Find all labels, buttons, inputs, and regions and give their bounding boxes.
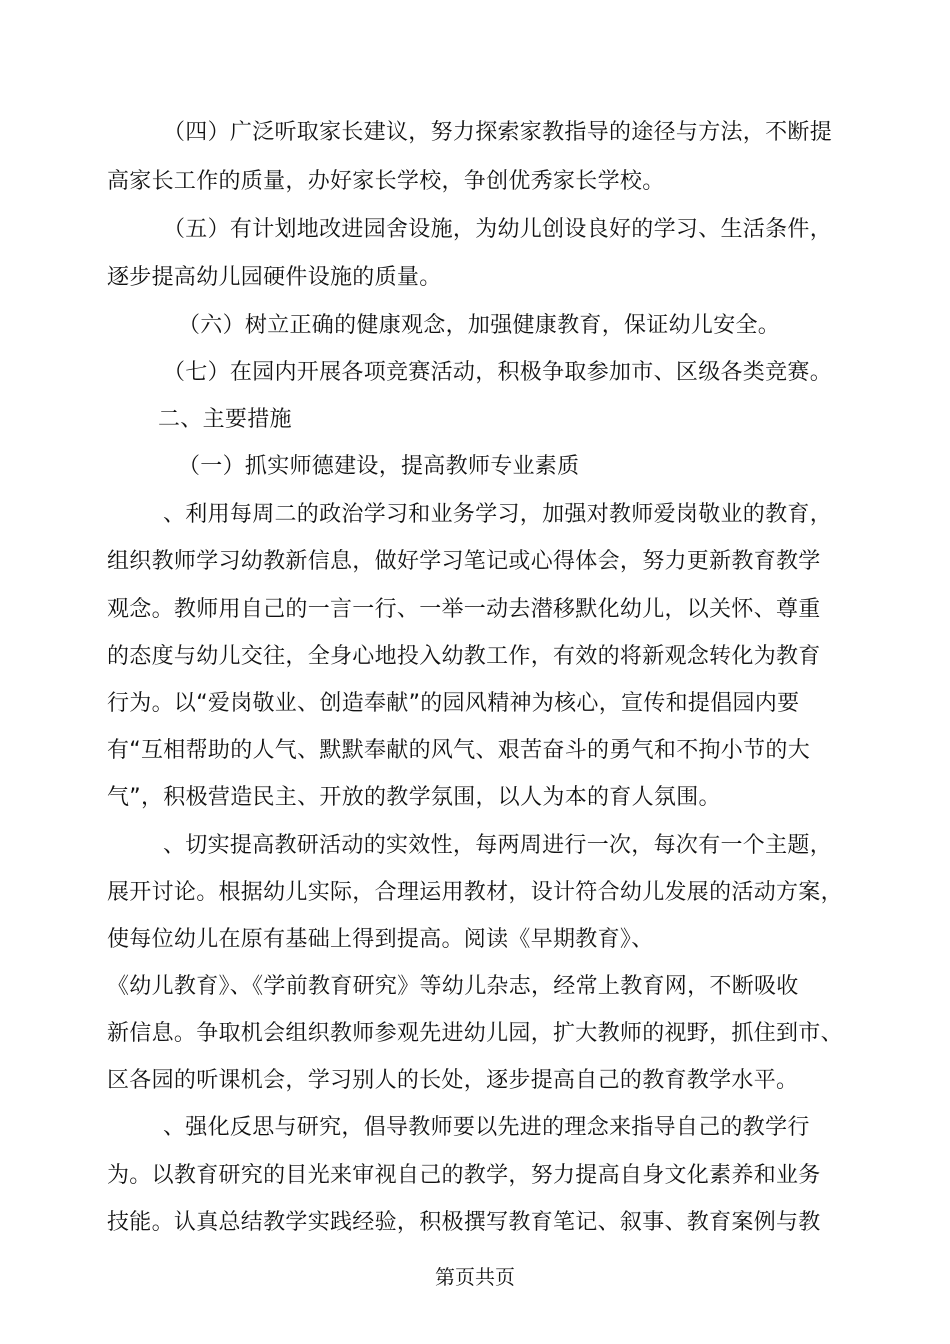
paragraph-line-14: 有“互相帮助的人气、默默奉献的风气、艰苦奋斗的勇气和不拘小节的大: [107, 738, 810, 763]
paragraph-line-9: 、利用每周二的政治学习和业务学习，加强对教师爱岗敬业的教育，: [163, 502, 833, 527]
paragraph-line-20: 新信息。争取机会组织教师参观先进幼儿园，扩大教师的视野，抓住到市、: [107, 1021, 843, 1046]
page-footer: 第页共页: [435, 1265, 515, 1289]
paragraph-line-13: 行为。以“爱岗敬业、创造奉献”的园风精神为核心，宣传和提倡园内要: [107, 691, 800, 716]
paragraph-line-12: 的态度与幼儿交往，全身心地投入幼教工作，有效的将新观念转化为教育: [107, 644, 821, 669]
paragraph-line-3: （五）有计划地改进园舍设施，为幼儿创设良好的学习、生活条件，: [163, 217, 833, 242]
paragraph-line-10: 组织教师学习幼教新信息，做好学习笔记或心得体会，努力更新教育教学: [107, 549, 821, 574]
paragraph-line-18: 使每位幼儿在原有基础上得到提高。阅读《早期教育》、: [107, 927, 654, 952]
paragraph-line-15: 气”，积极营造民主、开放的教学氛围，以人为本的育人氛围。: [107, 785, 721, 810]
section-heading: 二、主要措施: [158, 407, 292, 432]
paragraph-line-17: 展开讨论。根据幼儿实际，合理运用教材，设计符合幼儿发展的活动方案，: [107, 880, 843, 905]
paragraph-line-5: （六）树立正确的健康观念，加强健康教育，保证幼儿安全。: [178, 313, 781, 338]
paragraph-line-22: 、强化反思与研究，倡导教师要以先进的理念来指导自己的教学行: [163, 1115, 810, 1140]
paragraph-line-11: 观念。教师用自己的一言一行、一举一动去潜移默化幼儿，以关怀、尊重: [107, 597, 821, 622]
paragraph-line-16: 、切实提高教研活动的实效性，每两周进行一次，每次有一个主题，: [163, 833, 833, 858]
paragraph-line-21: 区各园的听课机会，学习别人的长处，逐步提高自己的教育教学水平。: [107, 1068, 799, 1093]
paragraph-line-2: 高家长工作的质量，办好家长学校，争创优秀家长学校。: [107, 169, 665, 194]
paragraph-line-4: 逐步提高幼儿园硬件设施的质量。: [107, 265, 442, 290]
paragraph-line-19: 《幼儿教育》、《学前教育研究》等幼儿杂志，经常上教育网，不断吸收: [107, 974, 799, 999]
paragraph-line-6: （七）在园内开展各项竞赛活动，积极争取参加市、区级各类竞赛。: [163, 360, 833, 385]
subsection-heading: （一）抓实师德建设，提高教师专业素质: [178, 454, 580, 479]
paragraph-line-1: （四）广泛听取家长建议，努力探索家教指导的途径与方法，不断提: [163, 120, 833, 145]
paragraph-line-23: 为。以教育研究的目光来审视自己的教学，努力提高自身文化素养和业务: [107, 1163, 821, 1188]
paragraph-line-24: 技能。认真总结教学实践经验，积极撰写教育笔记、叙事、教育案例与教: [107, 1210, 821, 1235]
